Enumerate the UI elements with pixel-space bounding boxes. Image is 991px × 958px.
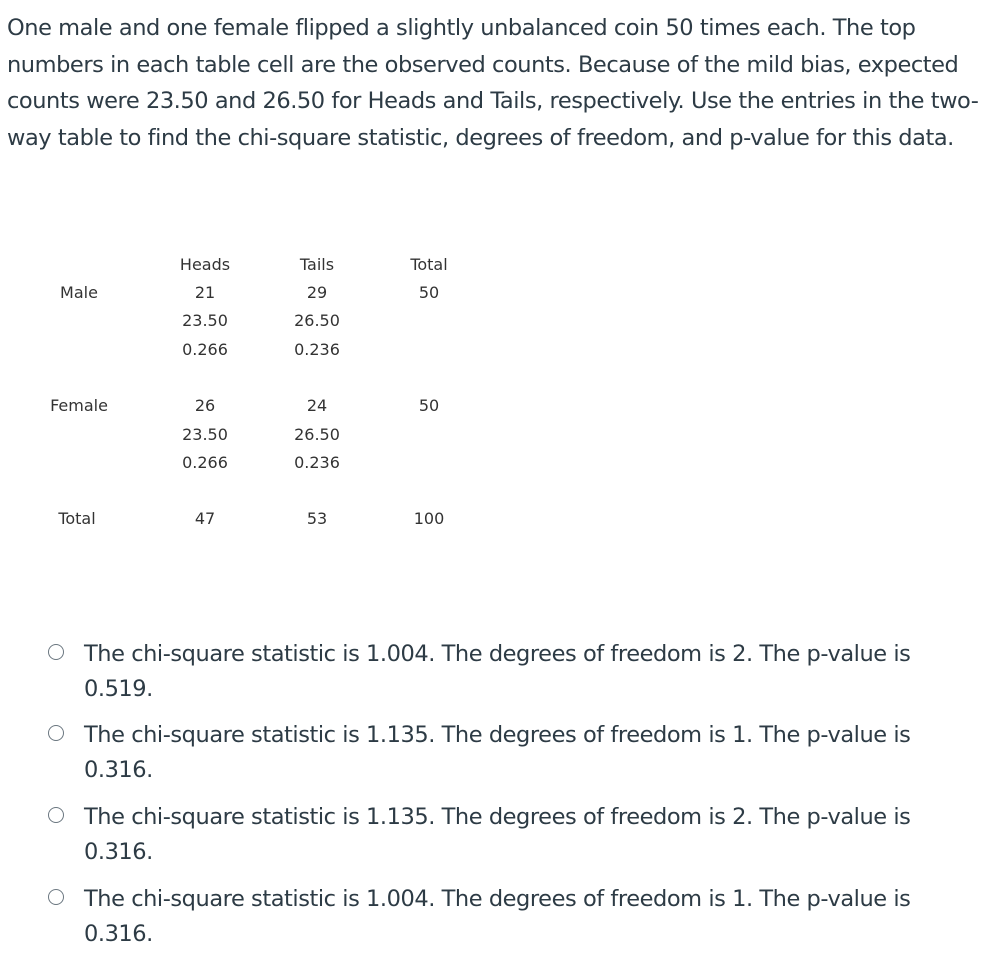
male-total: 50 [418, 283, 440, 302]
female-total: 50 [418, 396, 440, 415]
total-tails: 53 [306, 509, 328, 528]
row-label-male: Male [60, 283, 98, 302]
radio-button-icon[interactable] [48, 889, 64, 905]
male-tails-contribution: 0.236 [294, 340, 340, 359]
male-heads-observed: 21 [194, 283, 216, 302]
radio-button-icon[interactable] [48, 644, 64, 660]
grand-total: 100 [413, 509, 445, 528]
answer-option-label: The chi-square statistic is 1.135. The degrees of freedom is 1. The p-value is 0.316. [84, 722, 911, 783]
radio-button-icon[interactable] [48, 807, 64, 823]
female-heads-expected: 23.50 [182, 425, 228, 444]
radio-button-icon[interactable] [48, 725, 64, 741]
male-heads-contribution: 0.266 [182, 340, 228, 359]
male-tails-observed: 29 [306, 283, 328, 302]
female-heads-contribution: 0.266 [182, 453, 228, 472]
total-heads: 47 [194, 509, 216, 528]
row-label-female: Female [50, 396, 108, 415]
answer-option-label: The chi-square statistic is 1.004. The degrees of freedom is 2. The p-value is 0.519. [84, 641, 911, 702]
column-header-tails: Tails [299, 255, 335, 274]
female-tails-contribution: 0.236 [294, 453, 340, 472]
male-tails-expected: 26.50 [294, 311, 340, 330]
row-label-total: Total [58, 509, 96, 528]
male-heads-expected: 23.50 [182, 311, 228, 330]
answer-option-label: The chi-square statistic is 1.004. The degrees of freedom is 1. The p-value is 0.316. [84, 886, 911, 947]
answer-option-label: The chi-square statistic is 1.135. The degrees of freedom is 2. The p-value is 0.316. [84, 804, 911, 865]
column-header-total: Total [410, 255, 448, 274]
question-text: One male and one female flipped a slightly unbalanced coin 50 times each. The top numbers in each table cell are the observed counts. Because of the mild bias, expected counts were 23.50 and 26.50 for Heads and Tails, respectively. Use the entries in the two-way table to find the chi-square statistic, degrees of freedom, and p-value for this data. [7, 15, 979, 152]
female-tails-expected: 26.50 [294, 425, 340, 444]
female-tails-observed: 24 [306, 396, 328, 415]
female-heads-observed: 26 [194, 396, 216, 415]
column-header-heads: Heads [179, 255, 231, 274]
